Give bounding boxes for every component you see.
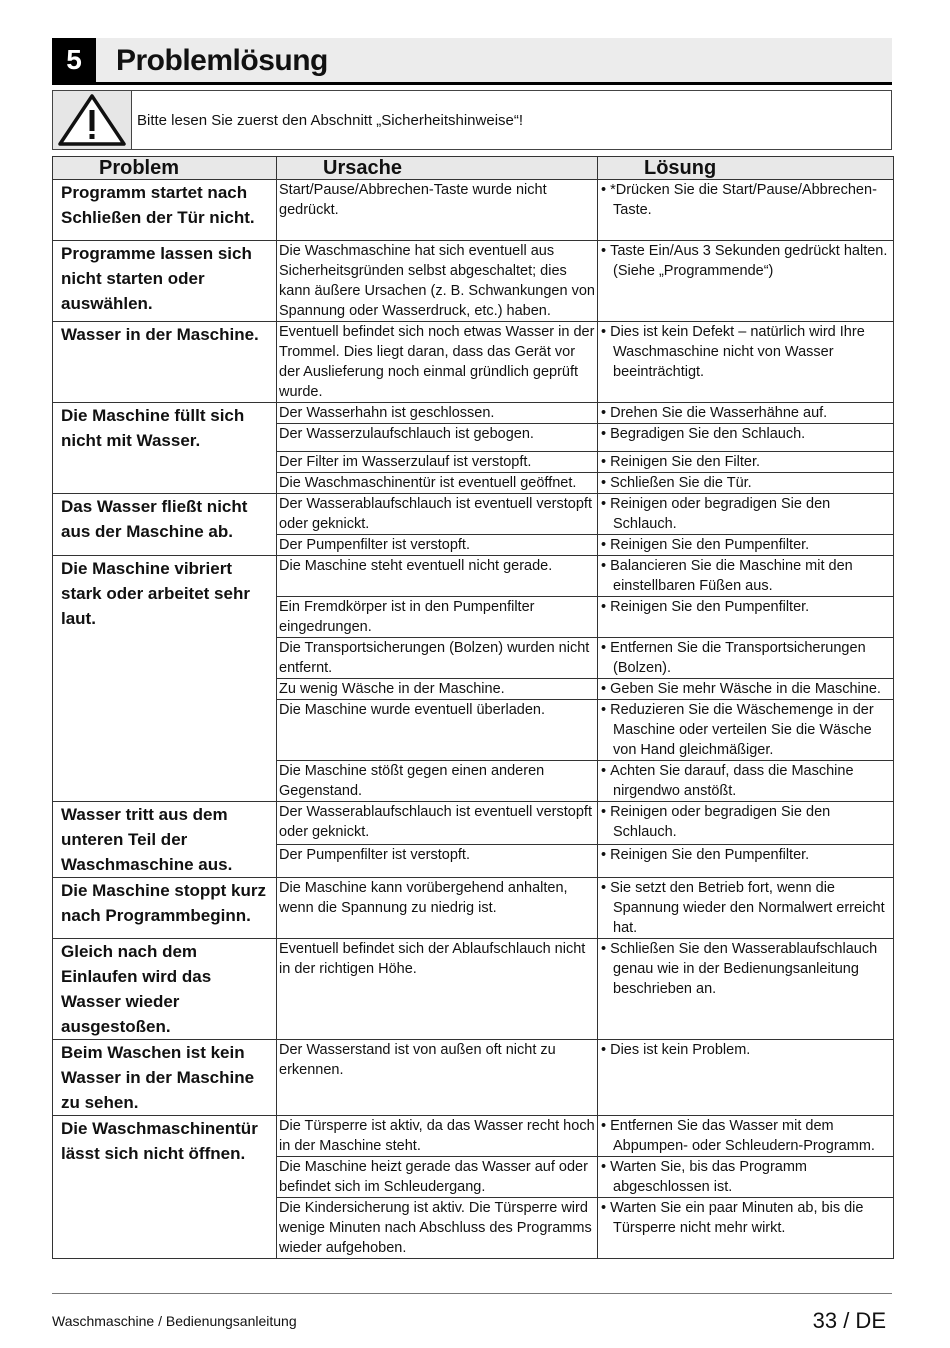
cause-cell: Der Wasserablaufschlauch ist eventuell verstopft oder geknickt. — [277, 802, 598, 845]
column-header-solution: Lösung — [598, 157, 894, 180]
table-row — [53, 1116, 894, 1157]
solution-cell: • Dies ist kein Defekt – natürlich wird Ihre Waschmaschine nicht von Wasser beeinträchtigt. — [598, 322, 894, 403]
table-row — [53, 556, 894, 597]
table-row — [53, 180, 894, 241]
table-row — [53, 939, 894, 1040]
table-row — [53, 494, 894, 535]
problem-cell: Die Maschine füllt sich nicht mit Wasser. — [53, 403, 277, 494]
warning-triangle-icon — [57, 93, 127, 147]
cause-cell: Der Wasserablaufschlauch ist eventuell verstopft oder geknickt. — [277, 494, 598, 535]
cause-cell: Die Türsperre ist aktiv, da das Wasser recht hoch in der Maschine steht. — [277, 1116, 598, 1157]
troubleshooting-table — [52, 156, 894, 1259]
table-row — [53, 403, 894, 424]
column-header-problem: Problem — [53, 157, 277, 180]
solution-cell: • Reduzieren Sie die Wäschemenge in der Maschine oder verteilen Sie die Wäsche von Hand gleichmäßiger. — [598, 700, 894, 761]
solution-cell: • Dies ist kein Problem. — [598, 1040, 894, 1116]
cause-cell: Ein Fremdkörper ist in den Pumpenfilter eingedrungen. — [277, 597, 598, 638]
cause-cell: Die Maschine heizt gerade das Wasser auf oder befindet sich im Schleudergang. — [277, 1157, 598, 1198]
problem-cell: Die Waschmaschinentür lässt sich nicht öffnen. — [53, 1116, 277, 1259]
warning-text: Bitte lesen Sie zuerst den Abschnitt „Sicherheitshinweise“! — [137, 112, 524, 129]
cause-cell: Eventuell befindet sich der Ablaufschlauch nicht in der richtigen Höhe. — [277, 939, 598, 1040]
cause-cell: Der Pumpenfilter ist verstopft. — [277, 535, 598, 556]
problem-cell: Beim Waschen ist kein Wasser in der Maschine zu sehen. — [53, 1040, 277, 1116]
safety-warning-box — [52, 90, 892, 150]
cause-cell: Die Kindersicherung ist aktiv. Die Türsperre wird wenige Minuten nach Abschluss des Programms wieder aufgehoben. — [277, 1198, 598, 1259]
solution-cell: • Warten Sie, bis das Programm abgeschlossen ist. — [598, 1157, 894, 1198]
solution-cell: • Reinigen Sie den Pumpenfilter. — [598, 597, 894, 638]
problem-cell: Die Maschine vibriert stark oder arbeitet sehr laut. — [53, 556, 277, 802]
page-title: Problemlösung — [116, 44, 328, 77]
table-header-row — [53, 157, 894, 180]
footer-divider — [52, 1293, 892, 1294]
solution-cell: • Reinigen Sie den Filter. — [598, 452, 894, 473]
problem-cell: Wasser tritt aus dem unteren Teil der Waschmaschine aus. — [53, 802, 277, 878]
solution-cell: • Sie setzt den Betrieb fort, wenn die Spannung wieder den Normalwert erreicht hat. — [598, 878, 894, 939]
cause-cell: Die Maschine wurde eventuell überladen. — [277, 700, 598, 761]
cause-cell: Der Wasserzulaufschlauch ist gebogen. — [277, 424, 598, 452]
cause-cell: Der Wasserhahn ist geschlossen. — [277, 403, 598, 424]
table-row — [53, 878, 894, 939]
section-header — [52, 38, 892, 85]
table-row — [53, 322, 894, 403]
problem-cell: Wasser in der Maschine. — [53, 322, 277, 403]
table-body — [53, 180, 894, 1259]
solution-cell: • Reinigen Sie den Pumpenfilter. — [598, 535, 894, 556]
solution-cell: • Warten Sie ein paar Minuten ab, bis die Türsperre nicht mehr wirkt. — [598, 1198, 894, 1259]
cause-cell: Eventuell befindet sich noch etwas Wasser in der Trommel. Dies liegt daran, dass das Gerät vor der Auslieferung noch einmal gründlich geprüft wurde. — [277, 322, 598, 403]
cause-cell: Die Waschmaschine hat sich eventuell aus Sicherheitsgründen selbst abgeschaltet; dies kann äußere Ursachen (z. B. Schwankungen von Spannung oder Wasserdruck, etc.) haben. — [277, 241, 598, 322]
cause-cell: Zu wenig Wäsche in der Maschine. — [277, 679, 598, 700]
column-header-cause: Ursache — [277, 157, 598, 180]
table-row — [53, 1040, 894, 1116]
solution-cell: • Entfernen Sie das Wasser mit dem Abpumpen- oder Schleudern-Programm. — [598, 1116, 894, 1157]
cause-cell: Die Maschine stößt gegen einen anderen Gegenstand. — [277, 761, 598, 802]
solution-cell: • Drehen Sie die Wasserhähne auf. — [598, 403, 894, 424]
problem-cell: Gleich nach dem Einlaufen wird das Wasser wieder ausgestoßen. — [53, 939, 277, 1040]
solution-cell: • Entfernen Sie die Transportsicherungen (Bolzen). — [598, 638, 894, 679]
solution-cell: • Geben Sie mehr Wäsche in die Maschine. — [598, 679, 894, 700]
cause-cell: Die Waschmaschinentür ist eventuell geöffnet. — [277, 473, 598, 494]
solution-cell: • Reinigen oder begradigen Sie den Schlauch. — [598, 802, 894, 845]
cause-cell: Der Wasserstand ist von außen oft nicht zu erkennen. — [277, 1040, 598, 1116]
problem-cell: Die Maschine stoppt kurz nach Programmbeginn. — [53, 878, 277, 939]
solution-cell: • Reinigen oder begradigen Sie den Schlauch. — [598, 494, 894, 535]
problem-cell: Programm startet nach Schließen der Tür nicht. — [53, 180, 277, 241]
solution-cell: • Reinigen Sie den Pumpenfilter. — [598, 845, 894, 878]
cause-cell: Der Filter im Wasserzulauf ist verstopft. — [277, 452, 598, 473]
warning-icon-cell — [53, 91, 132, 149]
cause-cell: Die Transportsicherungen (Bolzen) wurden nicht entfernt. — [277, 638, 598, 679]
solution-cell: • Balancieren Sie die Maschine mit den einstellbaren Füßen aus. — [598, 556, 894, 597]
chapter-number: 5 — [52, 38, 96, 82]
solution-cell: • Begradigen Sie den Schlauch. — [598, 424, 894, 452]
cause-cell: Die Maschine kann vorübergehend anhalten, wenn die Spannung zu niedrig ist. — [277, 878, 598, 939]
table-row — [53, 802, 894, 845]
cause-cell: Die Maschine steht eventuell nicht gerade. — [277, 556, 598, 597]
cause-cell: Der Pumpenfilter ist verstopft. — [277, 845, 598, 878]
problem-cell: Programme lassen sich nicht starten oder auswählen. — [53, 241, 277, 322]
problem-cell: Das Wasser fließt nicht aus der Maschine ab. — [53, 494, 277, 556]
solution-cell: • Achten Sie darauf, dass die Maschine nirgendwo anstößt. — [598, 761, 894, 802]
solution-cell: • Schließen Sie die Tür. — [598, 473, 894, 494]
table-row — [53, 241, 894, 322]
solution-cell: • Schließen Sie den Wasserablaufschlauch genau wie in der Bedienungsanleitung beschrieben an. — [598, 939, 894, 1040]
solution-cell: • *Drücken Sie die Start/Pause/Abbrechen-Taste. — [598, 180, 894, 241]
page-number: 33 / DE — [812, 1308, 886, 1333]
footer-document-title: Waschmaschine / Bedienungsanleitung — [52, 1313, 297, 1329]
solution-cell: • Taste Ein/Aus 3 Sekunden gedrückt halten. (Siehe „Programmende“) — [598, 241, 894, 322]
cause-cell: Start/Pause/Abbrechen-Taste wurde nicht gedrückt. — [277, 180, 598, 241]
